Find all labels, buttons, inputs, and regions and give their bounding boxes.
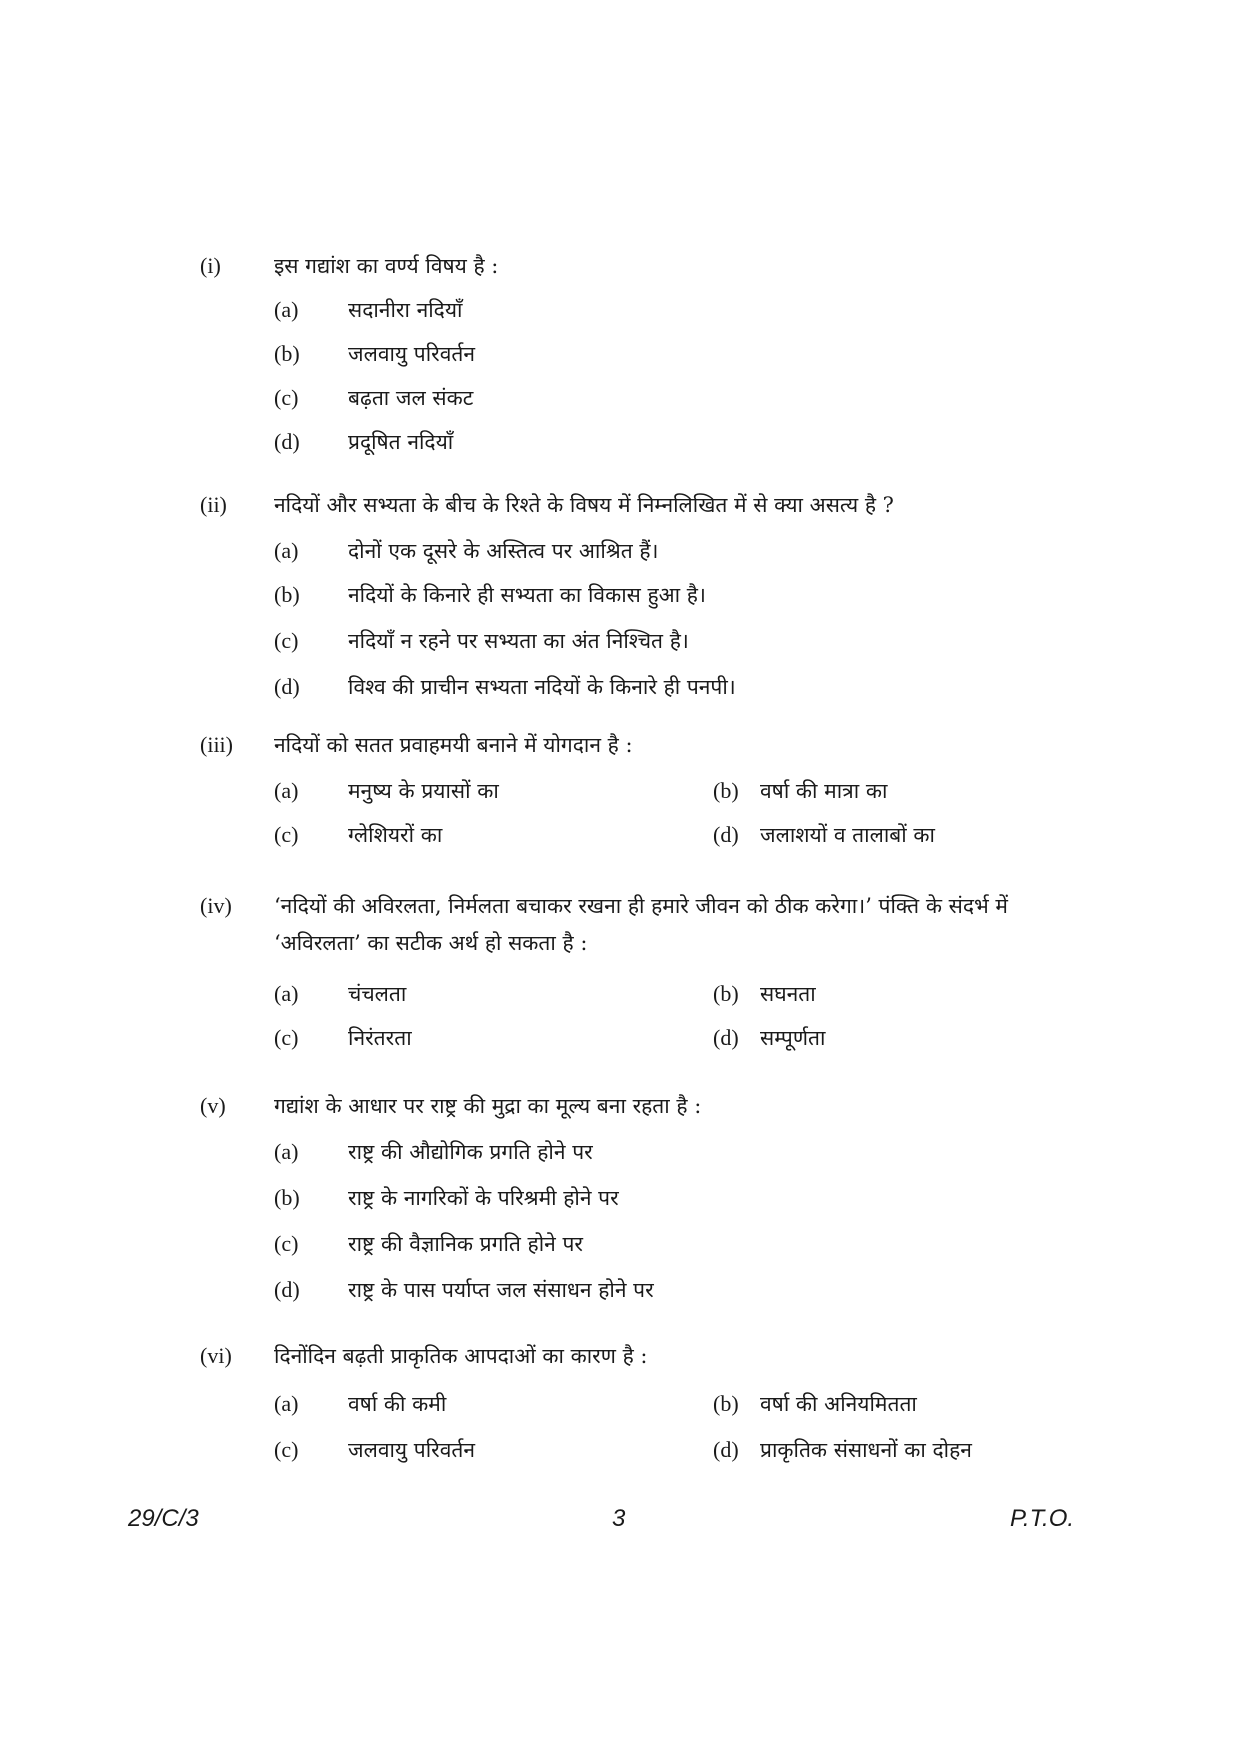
option-text: चंचलता (348, 982, 407, 1006)
question-number: (iv) (200, 893, 232, 918)
option-text: जलवायु परिवर्तन (348, 342, 476, 366)
option-text: मनुष्य के प्रयासों का (348, 779, 499, 803)
option-label: (d) (713, 1437, 739, 1462)
question-number: (v) (200, 1093, 226, 1118)
option-label: (c) (274, 1437, 299, 1462)
page-number: 3 (612, 1505, 626, 1532)
question-number: (ii) (200, 492, 227, 517)
option-label: (b) (274, 341, 300, 366)
footer-code: 29/C/3 (128, 1505, 199, 1532)
option-text: सदानीरा नदियाँ (348, 298, 463, 322)
option-label: (c) (274, 628, 299, 653)
option-label: (b) (713, 981, 739, 1006)
option-label: (a) (274, 297, 299, 322)
option-text: वर्षा की कमी (348, 1392, 447, 1416)
option-label: (d) (274, 1277, 300, 1302)
option-text: राष्ट्र की औद्योगिक प्रगति होने पर (348, 1140, 593, 1164)
question-text: नदियों को सतत प्रवाहमयी बनाने में योगदान है : (274, 733, 633, 757)
option-label: (d) (274, 429, 300, 454)
option-text: राष्ट्र के नागरिकों के परिश्रमी होने पर (348, 1186, 619, 1210)
question-text: ‘नदियों की अविरलता, निर्मलता बचाकर रखना ही हमारे जीवन को ठीक करेगा।’ पंक्ति के संदर्भ में ‘अविरलता’ का सटीक अर्थ हो सकता है : (274, 894, 1008, 955)
option-label: (b) (713, 778, 739, 803)
option-text: दोनों एक दूसरे के अस्तित्व पर आश्रित हैं। (348, 539, 659, 563)
question-6 (200, 1338, 1080, 1472)
option-text: सघनता (760, 982, 816, 1006)
option-text: प्रदूषित नदियाँ (348, 430, 454, 454)
option-label: (b) (274, 1185, 300, 1210)
option-label: (c) (274, 1025, 299, 1050)
option-text: नदियाँ न रहने पर सभ्यता का अंत निश्चित है। (348, 629, 689, 653)
option-label: (a) (274, 1139, 299, 1164)
option-text: ग्लेशियरों का (348, 823, 443, 847)
question-5 (200, 1088, 1080, 1312)
question-text: इस गद्यांश का वर्ण्य विषय है : (274, 254, 499, 278)
option-text: सम्पूर्णता (760, 1026, 826, 1050)
option-label: (c) (274, 385, 299, 410)
option-label: (d) (274, 674, 300, 699)
option-label: (c) (274, 822, 299, 847)
question-1 (200, 248, 1080, 464)
option-label: (a) (274, 981, 299, 1006)
question-number: (iii) (200, 732, 233, 757)
option-text: राष्ट्र के पास पर्याप्त जल संसाधन होने पर (348, 1278, 654, 1302)
option-label: (a) (274, 778, 299, 803)
option-text: जलवायु परिवर्तन (348, 1438, 476, 1462)
option-label: (b) (274, 582, 300, 607)
option-text: वर्षा की अनियमितता (760, 1392, 917, 1416)
option-label: (d) (713, 822, 739, 847)
option-label: (a) (274, 538, 299, 563)
question-text: नदियों और सभ्यता के बीच के रिश्ते के विषय में निम्नलिखित में से क्या असत्य है ? (274, 493, 894, 517)
question-2 (200, 487, 1080, 709)
option-text: बढ़ता जल संकट (348, 386, 474, 410)
option-label: (c) (274, 1231, 299, 1256)
option-text: प्राकृतिक संसाधनों का दोहन (760, 1438, 972, 1462)
option-text: जलाशयों व तालाबों का (760, 823, 935, 847)
option-label: (a) (274, 1391, 299, 1416)
question-4 (200, 888, 1080, 1060)
option-text: विश्व की प्राचीन सभ्यता नदियों के किनारे ही पनपी। (348, 675, 736, 699)
question-number: (vi) (200, 1343, 232, 1368)
question-text: दिनोंदिन बढ़ती प्राकृतिक आपदाओं का कारण है : (274, 1344, 648, 1368)
question-3 (200, 727, 1080, 857)
option-text: निरंतरता (348, 1026, 412, 1050)
option-label: (d) (713, 1025, 739, 1050)
question-text: गद्यांश के आधार पर राष्ट्र की मुद्रा का मूल्य बना रहता है : (274, 1094, 702, 1118)
option-text: वर्षा की मात्रा का (760, 779, 888, 803)
option-text: राष्ट्र की वैज्ञानिक प्रगति होने पर (348, 1232, 583, 1256)
option-text: नदियों के किनारे ही सभ्यता का विकास हुआ है। (348, 583, 706, 607)
option-label: (b) (713, 1391, 739, 1416)
pto-label: P.T.O. (1010, 1505, 1075, 1532)
question-number: (i) (200, 253, 221, 278)
